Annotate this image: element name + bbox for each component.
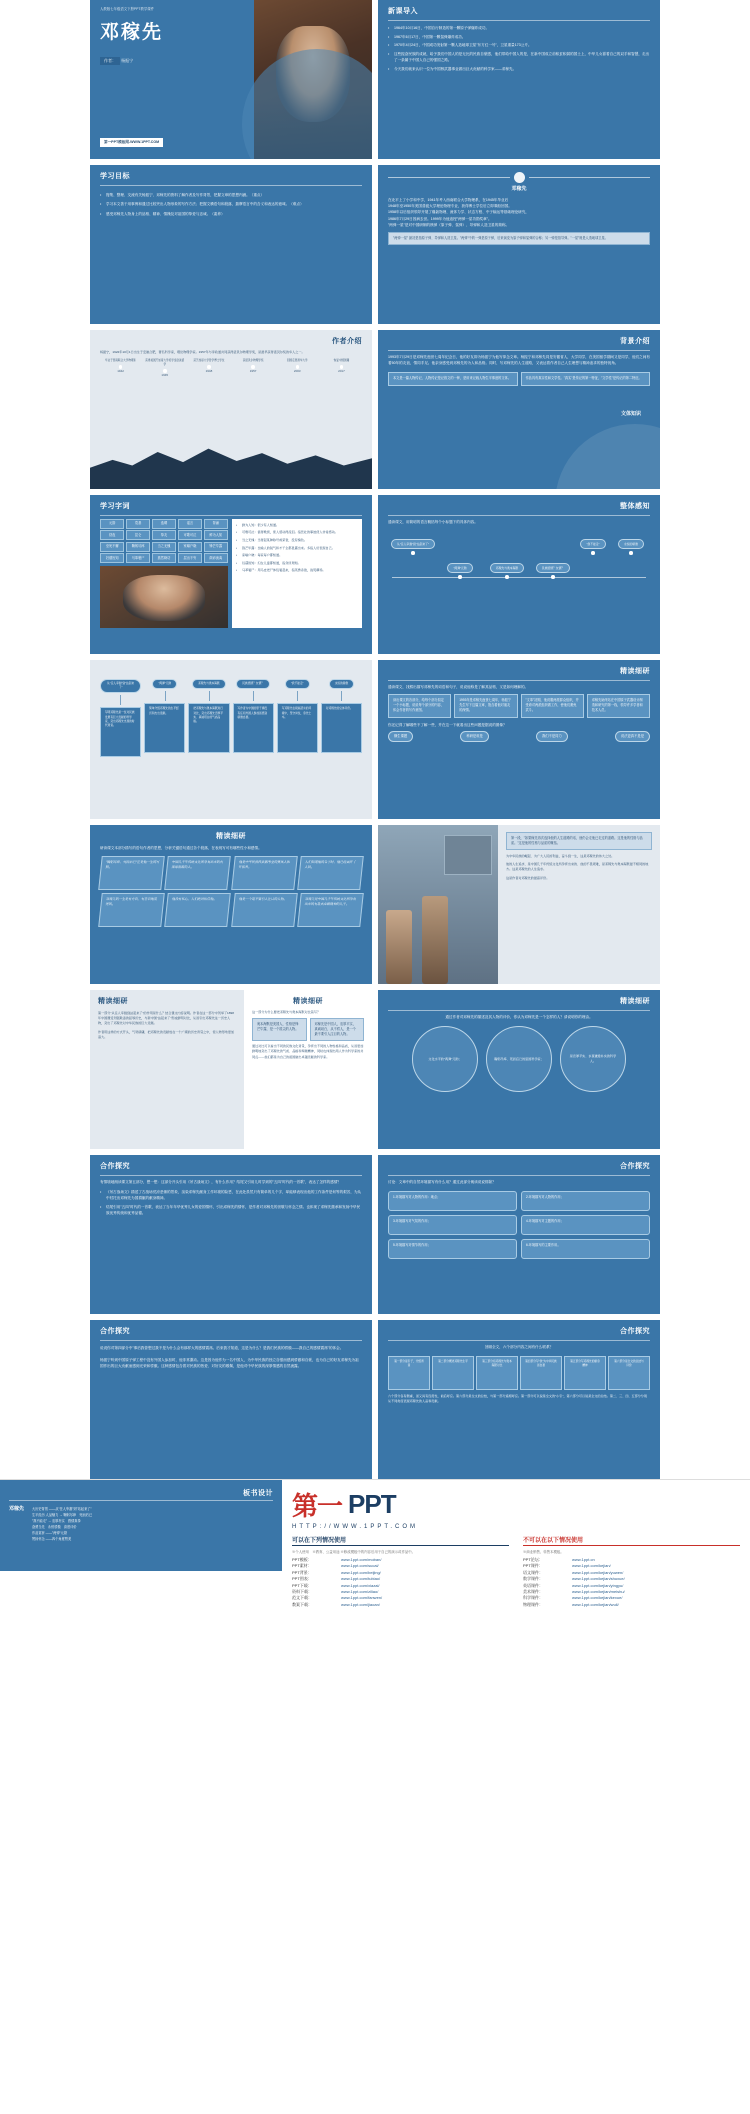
node-label[interactable]: 从"任人宰割"到"站起来了"	[391, 539, 435, 549]
quote-card-grid	[100, 856, 362, 927]
word-cell[interactable]: 昼夜	[100, 530, 124, 540]
section-card	[144, 679, 185, 757]
trait-circle[interactable]: 鞠躬尽瘁、死而后已的爱国科学家；	[486, 1026, 552, 1092]
slide-title: 合作探究	[620, 1163, 650, 1170]
timeline-text: 毕业于西南联合大学物理系	[105, 358, 137, 362]
slide-vocabulary[interactable]	[90, 495, 372, 654]
note-card: 第一段，"如果稼先再次选择他的人生道路的话，他仍会走他已走过的道路。这是他的性格与品质。"这是他的性格与品质的概括。	[506, 832, 652, 850]
nuclear-test-photo	[378, 825, 498, 984]
answer-pill[interactable]: 我们不是同力	[536, 731, 568, 742]
link-url[interactable]: www.1ppt.com/sucai/	[341, 1563, 379, 1569]
answer-pill[interactable]: 科研是谁是	[460, 731, 488, 742]
link-label: 物理课件：	[523, 1601, 543, 1607]
board-value: 奋勇当先 永恒骄傲 高度评价	[32, 1525, 77, 1530]
author-intro-text: 杨振宁，1922年10月1日出生于安徽合肥，著名科学家，理论物理学家。1957年与李政道共同获得诺贝尔物理学奖，是最早获得诺贝尔奖的华人之一。	[100, 349, 305, 354]
slide-section-cards[interactable]	[90, 660, 372, 819]
timeline-item	[233, 359, 274, 373]
section-card-row	[100, 679, 362, 757]
node-label[interactable]: 邓稼先与奥本海默	[490, 563, 524, 573]
question-text: 有情境地朗读课文第五部分，想一想：这部分开头引用《吊古战场文》，有什么作用？结尾又引用儿时学到的"五四"时代的一首歌"，表达了怎样的感情？	[100, 1179, 342, 1184]
link-url[interactable]: www.1ppt.com/jiaoan/	[341, 1601, 380, 1607]
photo-shape	[422, 896, 448, 984]
connector	[165, 691, 166, 701]
slide-objectives-title: 学习目标	[100, 173, 130, 180]
note-text: 这是作者对邓稼先的最高评价。	[506, 875, 550, 880]
trait-circles	[388, 1026, 650, 1092]
link-row	[292, 1602, 509, 1608]
timeline-node	[484, 563, 530, 579]
allowed-title: 可以在下列情况使用	[292, 1535, 509, 1546]
divider	[388, 1340, 650, 1341]
timeline-text: 获芝加哥大学哲学博士学位	[193, 358, 225, 362]
slide-cover[interactable]	[90, 0, 372, 159]
connector	[341, 691, 342, 701]
lead-text: 通读课文，找熊出描写邓稼先的词语和句子，说说他称是了解其品格，又是如何理解的。	[388, 684, 529, 689]
section-card	[321, 679, 362, 757]
function-card: 5.环境描写对情节的作用；	[388, 1239, 517, 1259]
timeline-node	[612, 539, 650, 555]
slide-overview[interactable]	[378, 495, 660, 654]
divider	[388, 680, 650, 681]
slide-title: 精读细研	[216, 833, 246, 840]
node-label[interactable]: "两弹"元勋	[447, 563, 472, 573]
section-card-text: 对邓稼先的总体评价。	[321, 703, 362, 753]
conclusion-text: 通过对比可以看出不同的民族文化背景，孕育出不同的人物性格和品质，从而更加鲜明地突出了邓稼先的气质、品格和奉献精神，同时也体现出两人作为科学家的共同点——他们都是为自己的祖国做出卓越贡献的科学家。	[252, 1044, 364, 1059]
compare-card: 邓稼先是中国人，忠厚平实，真诚坦白，从不骄人，是一个最不要引人注目的人物。	[310, 1018, 365, 1041]
word-cell[interactable]: 家喻户晓	[178, 542, 202, 552]
divider	[9, 1500, 273, 1501]
section-card-title[interactable]: "两弹"元勋	[152, 679, 177, 689]
link-label: 数学课件：	[523, 1576, 543, 1582]
link-url[interactable]: www.1ppt.com/beijing/	[341, 1569, 381, 1575]
answer-pill[interactable]: 说法更真不是是	[615, 731, 650, 742]
list-item: • 今天我们就来认识一位为中国核武器事业做出巨大贡献的科学家——邓稼先。	[388, 66, 650, 72]
slide-intro-title: 新课导入	[388, 8, 418, 15]
link-label: PPT背景：	[292, 1569, 312, 1575]
function-card: 6.环境描写的主要作用。	[521, 1239, 650, 1259]
timeline-year: 1948	[205, 368, 213, 373]
genre-card-right: 作品具有真实性和文学性。"真实"是传记的第一特征，"文学性"是传记的第二特征。	[521, 372, 651, 385]
slide-title: 板书设计	[243, 1490, 273, 1497]
section-card-text: 写明邓稼先是一位对民族发展有巨大贡献的科学家，突出邓稼先出现的时代背景。	[100, 707, 141, 757]
link-label: 资料下载：	[292, 1588, 312, 1594]
person-line: 1948年至1950年美国普渡大学理论物理专业，获得博士学位后立即乘船回国。	[388, 204, 512, 209]
logo-ppt-text: PPT	[348, 1489, 396, 1519]
note-text: 为中华民族的崛起、为广大人民的利益，奋斗到一生，这是邓稼先的伟大之处。	[506, 854, 615, 859]
word-cell[interactable]: 当之无愧	[152, 542, 176, 552]
overview-timeline	[388, 533, 650, 621]
slide-author-title: 作者介绍	[332, 338, 362, 345]
word-cell[interactable]: 选聘	[152, 519, 176, 529]
slide-overview-title: 整体感知	[620, 503, 650, 510]
person-name: 邓稼先	[511, 186, 527, 192]
word-cell[interactable]: 可歌可泣	[178, 530, 202, 540]
circle-decor	[555, 424, 660, 489]
timeline-item	[188, 359, 229, 373]
board-subject: 邓稼先	[9, 1506, 25, 1512]
reading-card: 1993年是邓稼先逝世七周年，杨振宁先生写下这篇文章，饱含着他对朋友的深情。	[454, 694, 517, 717]
question-text: 说说你对第四部分中"事后我曾想过我不是为什么会有那样大的感情震荡。后来我才知道，这是为什么？是我们民族的骄傲——我自己的感情震荡"的体会。	[100, 1345, 344, 1350]
logo-url: HTTP://WWW.1PPT.COM	[292, 1524, 418, 1530]
link-url[interactable]: www.1ppt.com/kejian/	[572, 1563, 611, 1569]
link-label: PPT论坛：	[523, 1557, 543, 1562]
slide-title: 合作探究	[620, 1328, 650, 1335]
word-cell[interactable]: 妇孺皆知	[100, 553, 124, 563]
slide-cooperative-4[interactable]	[378, 1320, 660, 1479]
node-label[interactable]: 民族感情？友情？	[536, 563, 570, 573]
footer-area	[0, 1479, 750, 1607]
person-footnote: "两弹一星" 最初是指原子弹、导弹和人造卫星。"两弹"中的一弹是原子弹，后来演变为原子弹和氢弹的合称；另一弹是指导弹。"一星"则是人造地球卫星。	[388, 232, 650, 245]
slide-close-reading-1[interactable]	[378, 660, 660, 819]
slide-vocabulary-title: 学习字词	[100, 503, 130, 510]
person-line: 在北平上了小学和中学，1941年考入西南联合大学物理系，在1945年毕业后	[388, 197, 509, 202]
slide-objectives[interactable]	[90, 165, 372, 324]
link-label: 科学课件：	[523, 1595, 543, 1601]
timeline-text: 获得美国芝加哥大学奖学金赴美留学	[145, 358, 185, 367]
link-label: 语文课件：	[523, 1569, 543, 1575]
link-label: PPT素材：	[292, 1563, 312, 1569]
node-label[interactable]: 永恒的骄傲	[618, 539, 644, 549]
connector	[209, 691, 210, 701]
function-cards	[388, 1191, 650, 1259]
section-card	[188, 679, 229, 757]
quote-card: 中国几千年传统文化所孕育出来的有深厚底蕴的人。	[164, 856, 231, 890]
list-item: • 家喻户晓：每家每户都知道。	[236, 553, 358, 558]
slide-close-reading-4[interactable]	[378, 990, 660, 1149]
person-line: 1958年以后组织领导开展了爆轰物理、流体力学、状态方程、中子输运等基础理论研究，	[388, 210, 529, 215]
link-url[interactable]: www.1ppt.com/ziliao/	[341, 1588, 379, 1594]
slide-close-reading-2[interactable]	[90, 825, 372, 984]
slide-photo-notes[interactable]	[378, 825, 660, 984]
quote-card: 邓稼先是中国几千年传统文化所孕育出来的有最高奉献精神的儿子。	[297, 893, 364, 927]
section-card-title[interactable]: 永恒的骄傲	[329, 679, 354, 689]
list-item: • 《吊古战场文》描述了古战场荒凉悲惨的景象，渲染邓稼先献身工作环境的险恶，在此处虽然只有简单的几个字，却能够表现出他的工作条件是何等的艰苦，为从中衬托出邓稼先为国捐躯的献身精神。	[100, 1189, 362, 1202]
person-line: 1986年7月29日因病去世。1999年为他追授"两弹一星功勋奖章"。	[388, 216, 492, 221]
answer-list	[100, 1189, 362, 1217]
step-card: 第一部分是引子，介绍背景	[388, 1356, 430, 1390]
cover-kicker: 人教版七年级语文下册PPT教学课件	[100, 7, 155, 11]
slide-cooperative-3[interactable]	[90, 1320, 372, 1479]
forbidden-title: 不可以在以下情况使用	[523, 1535, 740, 1546]
section-card-title[interactable]: 邓稼先与奥本海默	[192, 679, 226, 689]
photo-shape	[444, 835, 492, 875]
vocabulary-photo	[100, 566, 228, 628]
timeline-node	[440, 563, 480, 579]
slide-title-2: 精读细研	[293, 998, 323, 1005]
divider	[100, 515, 362, 516]
link-url[interactable]: www.1ppt.com/kejian/meishu/	[572, 1588, 625, 1594]
slide-title: 合作探究	[100, 1328, 130, 1335]
link-label: PPT下载：	[292, 1582, 312, 1588]
slide-title: 精读细研	[98, 998, 128, 1005]
answer-pill[interactable]: 横生课题	[388, 731, 413, 742]
list-item: • 学习本文善于用事例和通过比较突出人物形象的写作方法；把握文横语句和段落，揣摩语言中的含义和表达的意味。（难点）	[100, 201, 362, 208]
word-cell[interactable]: 燕然勒功	[152, 553, 176, 563]
word-cell[interactable]: 锋芒毕露	[204, 542, 228, 552]
mountain-front-decor	[90, 433, 372, 489]
cover-author-label: 作者：	[100, 57, 120, 65]
word-cell[interactable]: 昆仑	[126, 530, 150, 540]
lead-text: 研读课文本部分描写的语句作者的思想，分析关键语句通过各个段落，在表现写可有哪些性小和感情。	[100, 845, 262, 850]
genre-card-left: 本文是一篇人物传记，人物传记是记叙文的一种，是用来记载人物生平事迹的文体。	[388, 372, 518, 385]
timeline-year: 2003	[293, 368, 301, 373]
divider	[100, 1175, 362, 1176]
step-card: 第四部分写"我"为中华民族而自豪	[520, 1356, 562, 1390]
body-text: 第一部分"从任人宰割到站起来了"的作用是什么？结合课文内容说明。作者在这一部分中列举了1898年中国遭受列强欺凌的屈辱历史，与新中国"站起来了"形成鲜明对比，从而引出邓稼先这一历史人物，突出了邓稼先对中华民族的巨大贡献。	[98, 1010, 234, 1026]
timeline-item	[321, 359, 362, 373]
slide-cooperative-2[interactable]	[378, 1155, 660, 1314]
board-key: 作品赏析	[32, 1531, 45, 1536]
genre-cards	[388, 372, 650, 385]
timeline-year: 2017	[338, 368, 345, 373]
node-dot	[629, 551, 633, 555]
site-banner[interactable]	[282, 1480, 750, 1607]
link-label: 英语课件：	[523, 1582, 543, 1588]
person-line: "两弹一星"是对中国研制的核弹（原子弹、氢弹）、导弹和人造卫星的简称。	[388, 222, 510, 227]
quote-card: 人们知道他的名字时，他已经离开了人间。	[297, 856, 364, 890]
section-card-text: 简单介绍邓稼先的生平经历和杰出贡献。	[144, 703, 185, 753]
list-item: • 1967年6月17日，中国第一颗氢弹爆炸成功。	[388, 34, 650, 40]
timeline-item	[100, 359, 141, 373]
reading-card: 邓稼先始终站在中国原子武器设计制造和研究的第一线，领导许多学者和技术人员。	[587, 694, 650, 717]
slide-author-intro[interactable]	[90, 330, 372, 489]
node-dot	[551, 575, 555, 579]
divider	[388, 515, 650, 516]
divider	[100, 1340, 362, 1341]
link-label: 教案下载：	[292, 1601, 312, 1607]
question-text: 回顾全文，六个部分内容之间有什么联系？	[484, 1344, 554, 1349]
link-url[interactable]: www.1ppt.com/kejian/kexue/	[572, 1595, 623, 1601]
objectives-list	[100, 192, 362, 217]
node-dot	[411, 551, 415, 555]
logo-first-char: 第一	[292, 1492, 343, 1521]
quote-card: 他是中华民族核武器事业的奠基人和开拓者。	[231, 856, 298, 890]
word-cell[interactable]: 鞠躬尽瘁	[126, 542, 150, 552]
divider	[388, 20, 650, 21]
node-dot	[591, 551, 595, 555]
list-item: • 可歌可泣：值得歌颂，使人感动得流泪。指悲壮的事迹使人非常感动。	[236, 530, 358, 535]
node-label[interactable]: "我不能走"	[580, 539, 605, 549]
connector	[297, 691, 298, 701]
connector	[253, 691, 254, 701]
note-text: 他的人生追求、是中国几千年传统文化所孕育出来的、他的不畏艰难，是邓稼先与奥本海默最不相同的地方。这是邓稼先的人生追求。	[506, 862, 649, 872]
timeline-item	[277, 359, 318, 373]
connector	[120, 695, 121, 705]
slide-intro[interactable]	[378, 0, 660, 159]
timeline-text: 获诺贝尔物理学奖	[242, 358, 264, 362]
slide-background[interactable]	[378, 330, 660, 489]
list-item: • 1970年4月24日，中国成功发射第一颗人造地球卫星"东方红一号"，卫星重量173公斤。	[388, 42, 650, 48]
board-key: 赞扬怀念	[32, 1537, 45, 1542]
conclusion-text: 六个部分各有侧重，而又具有连贯性，前后呼应。第六部分是全文的总结，与第一部分遥相呼应。第一部分可以说是全文的"小引"，第六部分可以说是全文的总结。第二、三、四、五部分分别从不同角度表现邓稼先的人品和贡献。	[388, 1394, 647, 1404]
word-cell[interactable]: 谣言	[178, 519, 202, 529]
forbidden-note: ※商业销售、转售本模板。	[523, 1550, 564, 1554]
link-url[interactable]: www.1ppt.com/kejian/wuli/	[572, 1601, 619, 1607]
function-card: 2.环境描写对人物的作用；	[521, 1191, 650, 1211]
word-grid	[100, 519, 228, 563]
board-row	[32, 1536, 273, 1542]
link-url[interactable]: www.1ppt.cn	[572, 1557, 595, 1562]
link-row	[523, 1602, 740, 1608]
board-value: ——"两弹"元勋	[45, 1531, 68, 1536]
timeline-item	[144, 359, 185, 378]
vocabulary-notes	[236, 523, 358, 574]
quote-card: 他是一个最不要引人注目的人物。	[231, 893, 298, 927]
board-key: 生平经历	[32, 1513, 45, 1518]
link-label: 范文下载：	[292, 1595, 312, 1601]
quote-card: 他没有私心，人们绝对相信他。	[164, 893, 231, 927]
intro-list	[388, 25, 650, 73]
word-cell[interactable]: 层出不穷	[178, 553, 202, 563]
list-item: • 结尾引用"五四"时代的一首歌，表达了当年年华优秀儿女的爱国情怀，引出邓稼先的情怀，是作者对邓稼先的崇敬与怀念之情。也体现了邓稼先继承和发扬中华民族优秀传统和优秀品德。	[100, 1204, 362, 1217]
site-logo	[292, 1486, 740, 1523]
section-card	[100, 679, 141, 757]
divider	[100, 185, 362, 186]
list-item: • 锋芒毕露：比喻人的锐气和才干全都显露出来。多指人好表现自己。	[236, 546, 358, 551]
link-label: 美术课件：	[523, 1588, 543, 1594]
section-card-text: 写邓稼先在极端恶劣的环境中，坚守岗位，身先士卒。	[277, 703, 318, 753]
cover-author	[100, 57, 250, 65]
timeline-year: 1942	[117, 368, 124, 373]
section-card-text: 把邓稼先与奥本海默进行对比，突出邓稼先忠厚平实、真诚坦白的气质品格。	[188, 703, 229, 753]
section-card-title[interactable]: 民族感情？友情？	[236, 679, 270, 689]
question-text: 这一部分为什么要把邓稼先与奥本海默对比着写？	[252, 1009, 321, 1014]
board-value: 人品魅力 → 鞠躬尽瘁 死而后已	[45, 1513, 93, 1518]
slide-person[interactable]	[378, 165, 660, 324]
section-card-title[interactable]: "我不能走"	[285, 679, 310, 689]
section-card-title[interactable]: 从"任人宰割"到"站起来了"	[100, 679, 141, 693]
background-text: 1993年7月29日是邓稼先逝世七周年纪念日，他的好友即为杨振宁为他写悼念文章。杨振宁和邓稼先同是安徽省人，大学同学，在美国留学期间又是同学，他们之间有着50年的友谊，情同手足。他亲身感受到邓稼先的为人和品格。同时，写邓稼先的人生道路，又表达着作者自己人生理想与精神追求的独特视角。	[388, 354, 650, 366]
link-label: PPT课件：	[523, 1563, 543, 1569]
divider	[388, 1175, 650, 1176]
author-timeline	[100, 359, 362, 378]
word-cell[interactable]: 元勋	[100, 519, 124, 529]
person-avatar	[514, 172, 525, 183]
step-card: 第三部分将邓稼先与奥本海默对比	[476, 1356, 518, 1390]
slide-board-design[interactable]	[0, 1480, 282, 1571]
list-item: • 搜集、整理、交流有关杨振宁、邓稼先的资料了解作者及写作背景，把握文章的思想内涵。（重点）	[100, 192, 362, 199]
slide-title: 精读细研	[620, 998, 650, 1005]
list-item: • 当之无愧：当得起某种称号或荣誉，没有愧色。	[236, 538, 358, 543]
answer-pills	[388, 731, 650, 742]
node-dot	[505, 575, 509, 579]
word-cell[interactable]: 马革裹尸	[126, 553, 150, 563]
timeline-year: 1945	[161, 372, 169, 377]
trait-circle[interactable]: 文化水平的"两弹"元勋；	[412, 1026, 478, 1092]
list-item: • 马革裹尸：用马皮把尸体包裹起来，指英勇杀敌，战死疆场。	[236, 568, 358, 573]
section-card-text: 写作者为中国的原子弹没有任何外国人参加而感到骄傲自豪。	[233, 703, 274, 753]
cover-author-name: 杨振宁	[121, 57, 134, 63]
divider-left	[388, 177, 510, 178]
link-url[interactable]: www.1ppt.com/kejian/yingyu/	[572, 1582, 624, 1588]
slide-close-reading-3[interactable]	[90, 990, 372, 1149]
answer-text: 杨振宁听到中国原子弹工程中没有外国人参加时，他非常激动。这是因为他作为一名中国人，为中华民族的独立自强而感到骄傲和自豪，也为自己的好友邓稼先为祖国作出的巨大贡献而感到光荣和骄傲。这种感情包含着对民族的热爱、对好友的敬佩，是他对中华民族的深厚情感的自然流露。	[100, 1358, 359, 1369]
node-dot	[458, 575, 462, 579]
link-url[interactable]: www.1ppt.com/fanwen/	[341, 1595, 383, 1601]
function-card: 1.环境描写对人物的作用：地点；	[388, 1191, 517, 1211]
slide-title: 精读细研	[620, 668, 650, 675]
function-card: 4.环境描写对主题的作用；	[521, 1215, 650, 1235]
cover-title: 邓稼先	[100, 22, 164, 44]
list-item: • 感受邓稼先人物身上的品格、精神、情操及对祖国的挚爱与忠诚。（素养）	[100, 211, 362, 218]
timeline-year: 1957	[249, 368, 257, 373]
reading-card: 读出课文的各部分，给每个部分拟定一个小标题，说说每个部分的内容，体会作者的写作意图。	[388, 694, 451, 717]
link-label: PPT模板：	[292, 1557, 312, 1562]
link-url[interactable]: www.1ppt.com/moban/	[341, 1557, 382, 1562]
compare-card: 奥本海默是美国人，性格是锋芒毕露，是一个拔尖的人物。	[252, 1018, 307, 1041]
step-card: 第二部分概述邓稼先生平	[432, 1356, 474, 1390]
quote-card: 邓稼先的一生是有方向、有意识地前进的。	[98, 893, 165, 927]
divider	[388, 350, 650, 351]
slide-background-title: 背景介绍	[620, 338, 650, 345]
timeline-node	[390, 539, 436, 555]
section-card	[233, 679, 274, 757]
trait-circle[interactable]: 是忠厚平实、永葆谦逊朴实的科学人。	[560, 1026, 626, 1092]
slide-title: 合作探究	[100, 1163, 130, 1170]
link-column-left	[292, 1557, 509, 1608]
word-cell[interactable]: 奠基	[126, 519, 150, 529]
step-card: 第五部分写邓稼先的献身精神	[564, 1356, 606, 1390]
word-cell[interactable]: 鲜为人知	[204, 530, 228, 540]
lead-text: 通过作者对邓稼先的描述及其人物的评价，你认为邓稼先是一个怎样的人？请说明你的理由。	[445, 1014, 593, 1019]
link-url[interactable]: www.1ppt.com/tubiao/	[341, 1576, 381, 1582]
divider	[388, 1010, 650, 1011]
cover-site-badge: 第一PPT模板网-WWW.1PPT.COM	[100, 138, 163, 147]
reading-cards	[388, 694, 650, 717]
body-subtext: 作者用这样的方式开头，气势磅礴，把邓稼先的贡献放在一个广阔的历史背景之中，使人物形象更加高大。	[98, 1030, 235, 1040]
word-cell[interactable]: 至死不懈	[100, 542, 124, 552]
board-key: 大历史背景	[32, 1507, 48, 1511]
photo-shape	[386, 910, 412, 984]
quote-card: "鞠躬尽瘁，死而后已"正是他一生的写照。	[98, 856, 165, 890]
link-url[interactable]: www.1ppt.com/kejian/yuwen/	[572, 1569, 624, 1575]
link-label: PPT图表：	[292, 1576, 312, 1582]
question-text: 讨论：文章中的自然环境描写有什么用？通过此部分朗读说说排除？	[388, 1179, 496, 1184]
list-item: • 1964年10月16日，中国自行制造的第一颗原子弹爆炸成功。	[388, 25, 650, 31]
divider-right	[529, 177, 651, 178]
list-item: • 鲜为人知：很少有人知道。	[236, 523, 358, 528]
genre-label: 文体知识	[620, 410, 641, 417]
board-value: "我不能走" → 忠厚朴实 感情真挚	[32, 1519, 81, 1524]
timeline-text: 回国定居清华大学	[286, 358, 308, 362]
section-card	[277, 679, 318, 757]
overview-desc: 通读课文，用简明的语言概括每个小标题下的具体内容。	[388, 519, 478, 524]
step-row	[388, 1356, 650, 1390]
link-url[interactable]: www.1ppt.com/xiazai/	[341, 1582, 380, 1588]
word-cell[interactable]: 挚友	[152, 530, 176, 540]
word-cell[interactable]: 背诵	[204, 519, 228, 529]
function-card: 3.环境描写对气氛的作用；	[388, 1215, 517, 1235]
word-cell[interactable]: 颠沛流离	[204, 553, 228, 563]
list-item: • 这些振奋民族的成就，给予我们中国人的是无比的民族自豪感，他们带给中国人的是，在新中国成立前积贫积弱的国土上，中华儿女靠着自己的双手和智慧，走出了一条属于中国人自己的强国之路。	[388, 51, 650, 64]
question-text: 你还记得了解哪些不了解一些，并在这一下就看出这些问题是据说的图像？	[388, 722, 507, 727]
board-value: ——从"任人宰割"到"站起来了"	[48, 1507, 92, 1511]
step-card: 第六部分是全文的总结与评价	[608, 1356, 650, 1390]
board-value: ——四个角度赞美	[45, 1537, 72, 1542]
timeline-text: 恢复中国国籍	[333, 358, 350, 362]
timeline-node	[576, 539, 610, 555]
link-url[interactable]: www.1ppt.com/kejian/shuxue/	[572, 1576, 625, 1582]
reading-card: "文革"初期，他说服两派群众组织，并受命对两派组织做工作，使他们避免武斗。	[521, 694, 584, 717]
timeline-node	[534, 563, 572, 579]
slide-cooperative-1[interactable]	[90, 1155, 372, 1314]
link-column-right	[523, 1557, 740, 1608]
allowed-note: ※个人使用 ※教育、公益用途 ※修改模板中的内容后用于自己的演示或作品中。	[292, 1550, 416, 1554]
list-item: • 妇孺皆知：妇女儿童都知道，指众所周知。	[236, 561, 358, 566]
